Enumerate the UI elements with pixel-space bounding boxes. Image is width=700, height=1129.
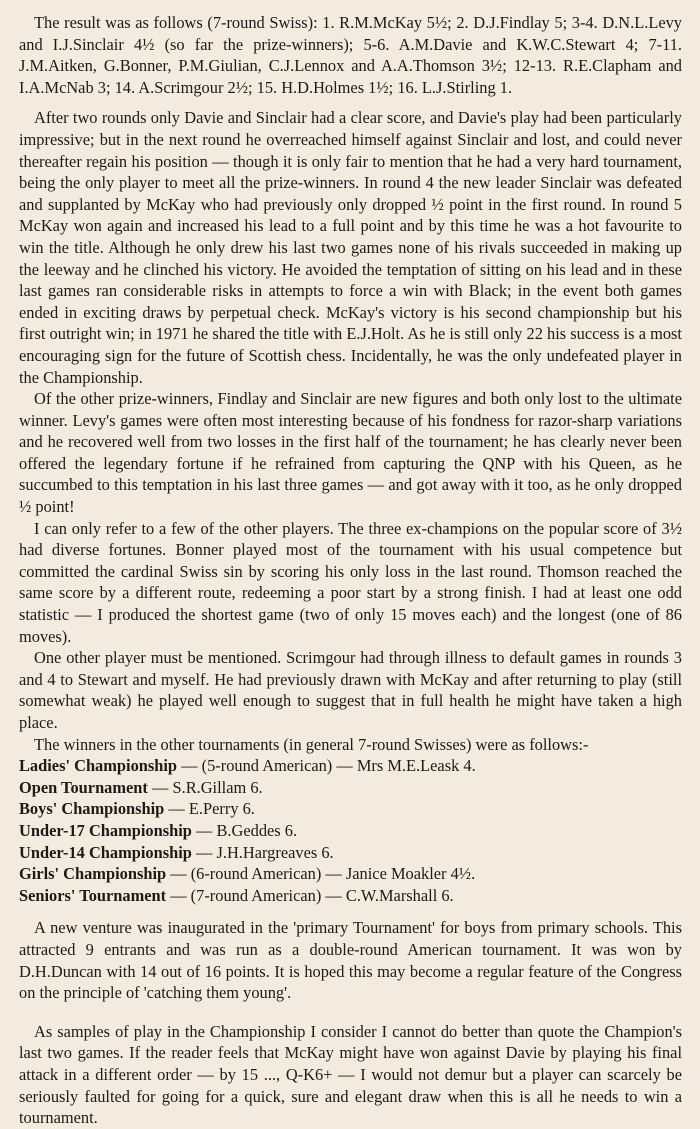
winner-detail: — B.Geddes 6. — [191, 820, 298, 840]
winner-event: Seniors' Tournament — [19, 885, 167, 905]
winner-row — [19, 798, 682, 820]
winner-detail: — (7-round American) — C.W.Marshall 6. — [166, 885, 454, 905]
winner-row — [19, 863, 682, 885]
winner-row — [19, 755, 682, 777]
winner-row — [19, 885, 682, 907]
winner-event: Under-17 Championship — [19, 820, 192, 840]
scrimgour-paragraph: One other player must be mentioned. Scrimgour had through illness to default games in rounds 3 and 4 to Stewart and myself. He had previously drawn with McKay and after returning to play (still somewhat weak) he played well enough to suggest that in full health he might have taken a high place. — [19, 648, 682, 732]
winner-detail: — E.Perry 6. — [164, 799, 255, 819]
winner-detail: — S.R.Gillam 6. — [147, 777, 263, 797]
winner-event: Under-14 Championship — [19, 842, 192, 862]
closing-paragraph: As samples of play in the Championship I consider I cannot do better than quote the Champion's last two games. If the reader feels that McKay might have won against Davie by playing his final attack in a different order — by 15 ..., Q-K6+ — I would not demur but a player can scarcely be seriously faulted for going for a quick, sure and elegant draw when this is all he needs to win a tournament. — [19, 1021, 682, 1128]
winner-row — [19, 777, 682, 799]
winner-event: Ladies' Championship — [19, 756, 178, 776]
winner-detail: — (6-round American) — Janice Moakler 4½. — [166, 864, 476, 884]
winner-row — [19, 820, 682, 842]
winner-event: Girls' Championship — [19, 864, 167, 884]
winner-event: Boys' Championship — [19, 799, 165, 819]
winners-intro: The winners in the other tournaments (in general 7-round Swisses) were as follows:- — [34, 734, 589, 754]
winner-row — [19, 842, 682, 864]
rounds-paragraph: After two rounds only Davie and Sinclair had a clear score, and Davie's play had been particularly impressive; but in the next round he overreached himself against Sinclair and lost, and could never thereafter regain his position — though it is only fair to mention that he had a very hard tournament, being the only player to meet all the prize-winners. In round 4 the new leader Sinclair was defeated and supplanted by McKay who had previously only dropped ½ point in the first round. In round 5 McKay won again and increased his lead to a full point and by this time he was a hot favourite to win the title. Although he only drew his last two games none of his rivals succeeded in making up the leeway and he clinched his victory. He avoided the temptation of sitting on his lead and in these last games ran considerable risks in attempts to force a win with Black; in the event both games ended in exciting draws by perpetual check. McKay's victory is his second championship but his first outright win; in 1971 he shared the title with E.J.Holt. As he is still only 22 his success is a most encouraging sign for the future of Scottish chess. Incidentally, he was the only undefeated player in the Championship. — [19, 108, 682, 387]
winner-detail: — (5-round American) — Mrs M.E.Leask 4. — [177, 756, 476, 776]
primary-tournament-paragraph: A new venture was inaugurated in the 'primary Tournament' for boys from primary schools. This attracted 9 entrants and was run as a double-round American tournament. It was won by D.H.Duncan with 14 out of 16 points. It is hoped this may become a regular feature of the Congress on the principle of 'catching them young'. — [19, 918, 682, 1003]
winner-detail: — J.H.Hargreaves 6. — [191, 842, 334, 862]
winners-list — [19, 734, 682, 907]
results-paragraph: The result was as follows (7-round Swiss): 1. R.M.McKay 5½; 2. D.J.Findlay 5; 3-4. D.N.L.Levy and I.J.Sinclair 4½ (so far the prize-winners); 5-6. A.M.Davie and K.W.C.Stewart 4; 7-11. J.M.Aitken, G.Bonner, P.M.Giulian, C.J.Lennox and A.A.Thomson 3½; 12-13. R.E.Clapham and I.A.McNab 3; 14. A.Scrimgour 2½; 15. H.D.Holmes 1½; 16. L.J.Stirling 1. — [19, 13, 682, 97]
other-players-paragraph: I can only refer to a few of the other players. The three ex-champions on the popular score of 3½ had diverse fortunes. Bonner played most of the tournament with his usual competence but committed the cardinal Swiss sin by scoring his only loss in the last round. Thomson reached the same score by a different route, redeeming a poor start by a strong finish. I had at least one odd statistic — I produced the shortest game (two of only 15 moves each) and the longest (one of 86 moves). — [19, 518, 682, 646]
prize-winners-paragraph: Of the other prize-winners, Findlay and Sinclair are new figures and both only lost to the ultimate winner. Levy's games were often most interesting because of his fondness for razor-sharp variations and he recovered well from two losses in the first half of the tournament; he has clearly never been offered the legendary fortune if he refrained from capturing the QNP with his Queen, as he succumbed to this temptation in his last three games — and got away with it too, as he only dropped ½ point! — [19, 389, 682, 517]
winner-event: Open Tournament — [19, 777, 148, 797]
